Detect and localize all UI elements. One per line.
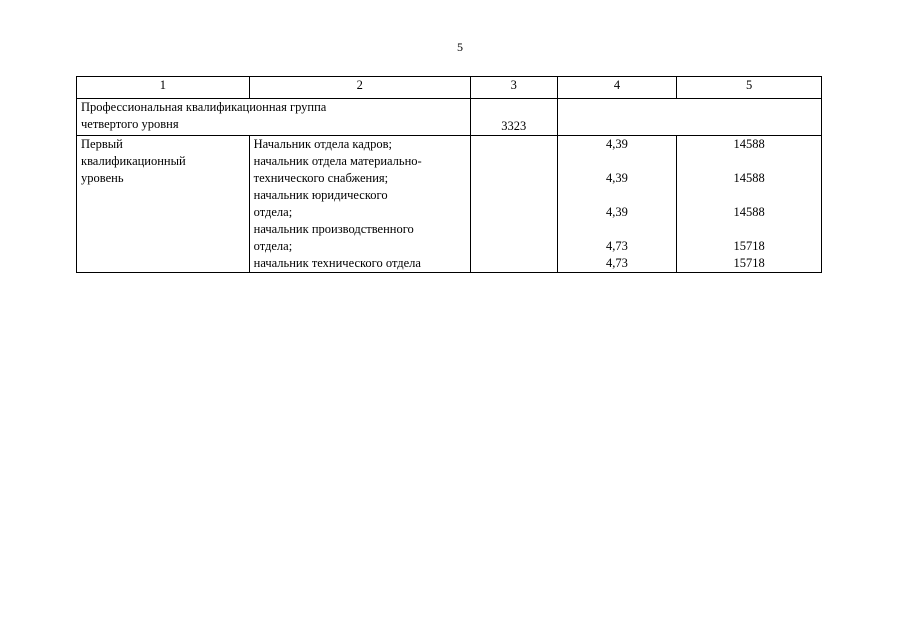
coefficients-cell (557, 136, 676, 273)
table-header-row (77, 77, 822, 99)
positions-cell (249, 136, 470, 273)
level-label (77, 136, 250, 273)
group-title-line: четвертого уровня (81, 117, 179, 131)
group-title-line: Профессиональная квалификационная группа (81, 100, 327, 114)
header-cell-5: 5 (677, 77, 822, 99)
salaries-cell (677, 136, 822, 273)
coefficient-value: 4,39 (606, 171, 628, 185)
header-cell-4: 4 (557, 77, 676, 99)
salary-value: 15718 (733, 256, 765, 270)
header-cell-1: 1 (77, 77, 250, 99)
page-number: 5 (457, 40, 463, 54)
position-line: начальник производственного (253, 222, 414, 236)
coefficient-value: 4,39 (606, 137, 628, 151)
position-line: Начальник отдела кадров; (253, 137, 393, 151)
position-line: начальник отдела материально- (253, 154, 422, 168)
salary-value: 14588 (733, 205, 765, 219)
salary-value: 15718 (733, 239, 765, 253)
group-empty-cell (557, 99, 821, 136)
group-title (77, 99, 471, 136)
position-line: технического снабжения; (253, 171, 389, 185)
coefficient-value: 4,73 (606, 256, 628, 270)
salary-value: 14588 (733, 171, 765, 185)
level-label-line: уровень (81, 171, 124, 185)
level-label-line: Первый (81, 137, 123, 151)
level-row (77, 136, 822, 273)
position-line: отдела; (253, 205, 293, 219)
position-line: начальник юридического (253, 188, 388, 202)
position-line: начальник технического отдела (253, 256, 421, 270)
coefficient-value: 4,73 (606, 239, 628, 253)
header-cell-2: 2 (249, 77, 470, 99)
group-row (77, 99, 822, 136)
group-code: 3323 (470, 99, 557, 136)
coefficient-value: 4,39 (606, 205, 628, 219)
salary-value: 14588 (733, 137, 765, 151)
position-line: отдела; (253, 239, 293, 253)
qualification-table (76, 76, 822, 273)
header-cell-3: 3 (470, 77, 557, 99)
level-label-line: квалификационный (81, 154, 186, 168)
code-empty-cell (470, 136, 557, 273)
